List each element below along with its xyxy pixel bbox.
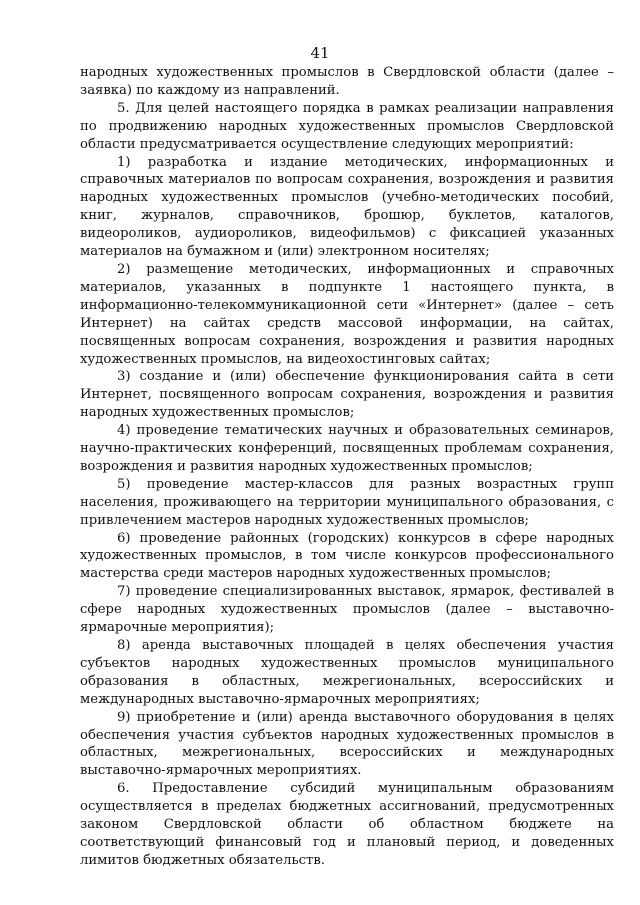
paragraph-subitem-5: 5) проведение мастер-классов для разных возрастных групп населения, проживающего на территории муниципального образования, с привлечением мастеров народных художественных промыслов; [80,476,614,528]
paragraph-subitem-8: 8) аренда выставочных площадей в целях обеспечения участия субъектов народных художественных промыслов муниципального образования в областных, межрегиональных, всероссийских и международных выставочно-ярмарочных мероприятиях; [80,638,614,707]
paragraph-item-6: 6. Предоставление субсидий муниципальным образованиям осуществляется в пределах бюджетных ассигнований, предусмотренных законом Свердловской области об областном бюджете на соответствующий финансовый год и плановый период, и доведенных лимитов бюджетных обязательств. [80,781,614,868]
paragraph-subitem-6: 6) проведение районных (городских) конкурсов в сфере народных художественных промыслов, в том числе конкурсов профессионального мастерства среди мастеров народных художественных промыслов; [80,530,614,582]
paragraph-item-5: 5. Для целей настоящего порядка в рамках реализации направления по продвижению народных художественных промыслов Свердловской области предусматривается осуществление следующих мероприятий: [80,100,614,152]
paragraph-subitem-7: 7) проведение специализированных выставок, ярмарок, фестивалей в сфере народных художественных промыслов (далее – выставочно-ярмарочные мероприятия); [80,584,614,636]
page-number: 41 [310,44,330,62]
paragraph-subitem-9: 9) приобретение и (или) аренда выставочного оборудования в целях обеспечения участия субъектов народных художественных промыслов в областных, межрегиональных, всероссийских и международных выставочно-ярмарочных мероприятиях. [80,709,614,779]
paragraph-subitem-1: 1) разработка и издание методических, информационных и справочных материалов по вопросам сохранения, возрождения и развития народных художественных промыслов (учебно-методических пособий, книг, журналов, справочников, брошюр, буклетов, каталогов, видеороликов, аудиороликов, видеофильмов) с фиксацией указанных материалов на бумажном и (или) электронном носителях; [80,154,614,260]
paragraph-subitem-3: 3) создание и (или) обеспечение функционирования сайта в сети Интернет, посвященного вопросам сохранения, возрождения и развития народных художественных промыслов; [80,369,614,421]
document-body [80,64,614,870]
paragraph-subitem-4: 4) проведение тематических научных и образовательных семинаров, научно-практических конференций, посвященных проблемам сохранения, возрождения и развития народных художественных промыслов; [80,423,614,474]
paragraph-subitem-2: 2) размещение методических, информационных и справочных материалов, указанных в подпункте 1 настоящего пункта, в информационно-телекоммуникационной сети «Интернет» (далее – сеть Интернет) на сайтах средств массовой информации, на сайтах, посвященных вопросам сохранения, возрождения и развития народных художественных промыслов, на видеохостинговых сайтах; [80,261,614,367]
paragraph-continuation: народных художественных промыслов в Свердловской области (далее – заявка) по каждому из направлений. [80,65,614,98]
